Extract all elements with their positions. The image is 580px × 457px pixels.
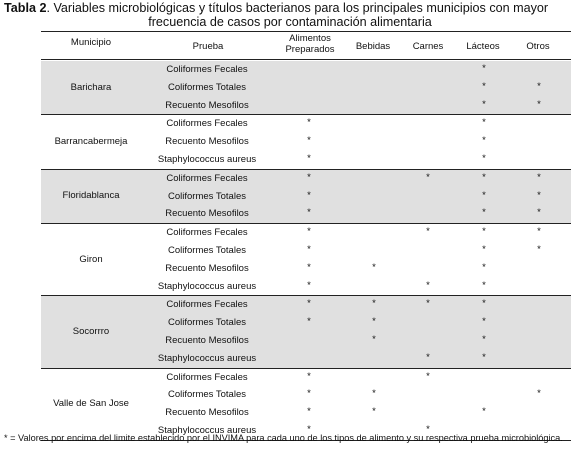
table-row [41, 61, 571, 79]
exceed-mark: * [307, 423, 311, 435]
exceed-mark: * [482, 261, 486, 273]
exceed-mark: * [372, 298, 376, 310]
exceed-mark: * [482, 333, 486, 345]
exceed-mark: * [482, 298, 486, 310]
prueba-cell: Recuento Mesofilos [165, 208, 249, 220]
table-row [41, 386, 571, 404]
municipio-cell: Floridablanca [62, 190, 120, 202]
table-row [41, 260, 571, 278]
table-row [41, 278, 571, 296]
exceed-mark: * [372, 333, 376, 345]
exceed-mark: * [482, 98, 486, 110]
municipio-cell: Valle de San Jose [53, 398, 129, 410]
table-row [41, 97, 571, 115]
header-alimentos [275, 33, 345, 55]
table-row [41, 205, 571, 223]
exceed-mark: * [482, 152, 486, 164]
exceed-mark: * [537, 226, 541, 238]
exceed-mark: * [426, 226, 430, 238]
header-municipio: Municipio [70, 37, 112, 48]
table-row [41, 188, 571, 206]
exceed-mark: * [307, 298, 311, 310]
exceed-mark: * [307, 189, 311, 201]
table-row [41, 224, 571, 242]
table-row [41, 314, 571, 332]
prueba-cell: Coliformes Fecales [166, 118, 248, 130]
exceed-mark: * [426, 351, 430, 363]
exceed-mark: * [426, 298, 430, 310]
exceed-mark: * [426, 279, 430, 291]
caption-text-2: frecuencia de casos por contaminación alimentaria [148, 15, 432, 29]
caption-line-1 [4, 1, 576, 15]
prueba-cell: Recuento Mesofilos [165, 136, 249, 148]
exceed-mark: * [482, 135, 486, 147]
prueba-cell: Coliformes Totales [168, 190, 246, 202]
exceed-mark: * [307, 406, 311, 418]
header-rule [41, 59, 571, 60]
exceed-mark: * [537, 207, 541, 219]
header-alimentos-line2: Preparados [285, 44, 335, 55]
header-lacteos: Lácteos [466, 41, 500, 52]
exceed-mark: * [307, 152, 311, 164]
prueba-cell: Coliformes Totales [168, 317, 246, 329]
prueba-cell: Staphylococcus aureus [157, 153, 257, 165]
exceed-mark: * [307, 117, 311, 129]
table-top-rule [41, 31, 571, 32]
exceed-mark: * [482, 63, 486, 74]
exceed-mark: * [537, 189, 541, 201]
exceed-mark: * [482, 351, 486, 363]
exceed-mark: * [537, 388, 541, 400]
municipio-group [41, 170, 571, 223]
exceed-mark: * [482, 80, 486, 92]
exceed-mark: * [372, 316, 376, 328]
exceed-mark: * [537, 80, 541, 92]
table-row [41, 79, 571, 97]
municipio-group [41, 296, 571, 367]
exceed-mark: * [482, 189, 486, 201]
exceed-mark: * [307, 171, 311, 183]
prueba-cell: Coliformes Fecales [166, 64, 248, 75]
table-row [41, 242, 571, 260]
exceed-mark: * [372, 261, 376, 273]
table-row [41, 151, 571, 169]
municipio-group [41, 115, 571, 168]
table-row [41, 404, 571, 422]
exceed-mark: * [307, 243, 311, 255]
prueba-cell: Staphylococcus aureus [157, 280, 257, 292]
exceed-mark: * [307, 207, 311, 219]
exceed-mark: * [372, 388, 376, 400]
exceed-mark: * [482, 243, 486, 255]
prueba-cell: Recuento Mesofilos [165, 407, 249, 419]
exceed-mark: * [307, 279, 311, 291]
exceed-mark: * [537, 171, 541, 183]
exceed-mark: * [307, 135, 311, 147]
prueba-cell: Recuento Mesofilos [165, 334, 249, 346]
table-row [41, 115, 571, 133]
exceed-mark: * [307, 316, 311, 328]
header-alimentos-line1: Alimentos [289, 33, 331, 44]
prueba-cell: Coliformes Totales [168, 389, 246, 401]
table-row [41, 332, 571, 350]
header-carnes: Carnes [412, 41, 444, 52]
exceed-mark: * [537, 98, 541, 110]
exceed-mark: * [372, 406, 376, 418]
table-row [41, 350, 571, 368]
municipio-cell: Socorrro [72, 325, 110, 337]
prueba-cell: Coliformes Fecales [166, 371, 248, 383]
table-caption [4, 1, 576, 29]
exceed-mark: * [482, 406, 486, 418]
header-otros: Otros [526, 41, 550, 52]
header-prueba: Prueba [192, 41, 224, 52]
municipio-group [41, 369, 571, 440]
exceed-mark: * [426, 370, 430, 382]
table-row [41, 296, 571, 314]
prueba-cell: Recuento Mesofilos [165, 99, 249, 111]
exceed-mark: * [482, 117, 486, 129]
municipio-group [41, 224, 571, 295]
exceed-mark: * [482, 207, 486, 219]
exceed-mark: * [482, 226, 486, 238]
municipio-cell: Giron [79, 253, 103, 265]
footnote: * = Valores por encima del limite establecido por el INVIMA para cada uno de los tipos de alimento y su respectiva prueba microbiológica. [4, 433, 563, 443]
exceed-mark: * [537, 243, 541, 255]
municipio-group [41, 61, 571, 114]
exceed-mark: * [482, 279, 486, 291]
exceed-mark: * [307, 261, 311, 273]
header-bebidas: Bebidas [355, 41, 391, 52]
table-row [41, 133, 571, 151]
table-row [41, 170, 571, 188]
caption-label: Tabla 2 [4, 1, 47, 15]
exceed-mark: * [307, 226, 311, 238]
prueba-cell: Staphylococcus aureus [157, 352, 257, 364]
table-row [41, 369, 571, 387]
exceed-mark: * [307, 388, 311, 400]
exceed-mark: * [307, 370, 311, 382]
caption-text-1: . Variables microbiológicas y títulos bacterianos para los principales municipios con mayor [46, 1, 549, 15]
municipio-cell: Barichara [70, 81, 112, 93]
prueba-cell: Coliformes Fecales [166, 227, 248, 239]
exceed-mark: * [482, 171, 486, 183]
exceed-mark: * [426, 423, 430, 435]
prueba-cell: Coliformes Totales [168, 244, 246, 256]
prueba-cell: Recuento Mesofilos [165, 262, 249, 274]
prueba-cell: Coliformes Fecales [166, 172, 248, 184]
prueba-cell: Coliformes Totales [168, 81, 246, 93]
prueba-cell: Coliformes Fecales [166, 299, 248, 311]
prueba-cell: Staphylococcus aureus [157, 424, 257, 436]
exceed-mark: * [426, 171, 430, 183]
municipio-cell: Barrancabermeja [54, 136, 128, 148]
exceed-mark: * [482, 316, 486, 328]
